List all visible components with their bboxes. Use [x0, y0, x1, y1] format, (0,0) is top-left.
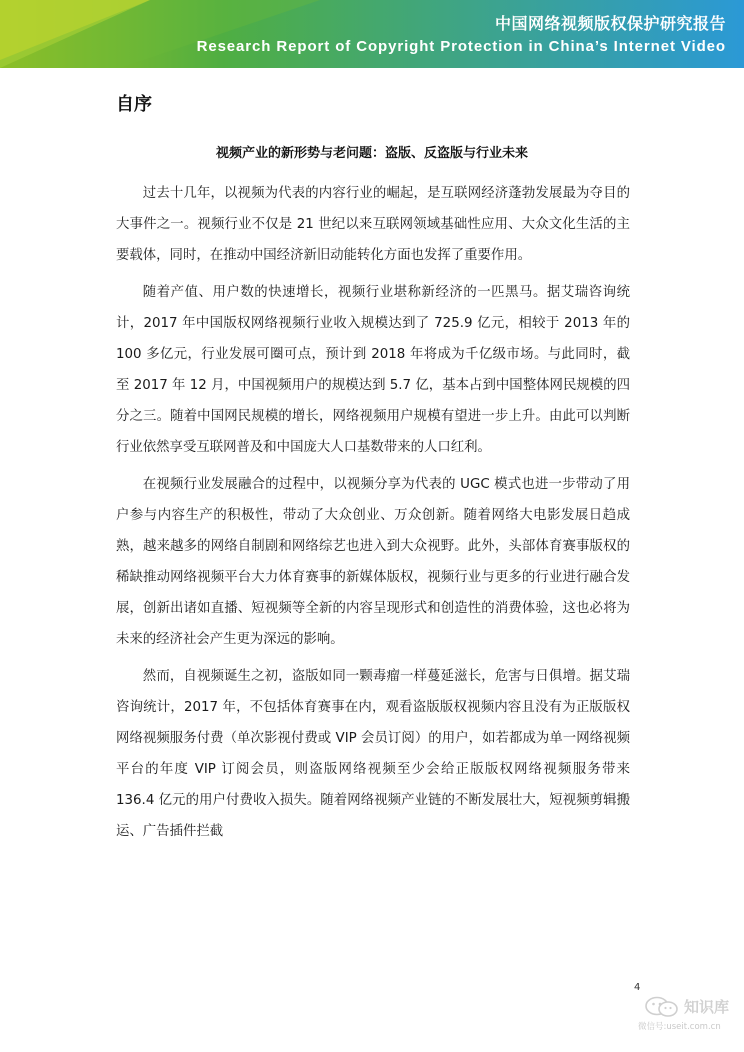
header-title-chinese: 中国网络视频版权保护研究报告 [494, 14, 726, 33]
wechat-icon [644, 996, 680, 1022]
paragraph-2: 随着产值、用户数的快速增长，视频行业堪称新经济的一匹黑马。据艾瑞咨询统计，2017 年中国版权网络视频行业收入规模达到了 725.9 亿元，相较于 2013 年的 100 多亿元，行业发展可圈可点，预计到 2018 年将成为千亿级市场。与此同时，截至 2017 年 12 月，中国视频用户的规模达到 5.7 亿，基本占到中国整体网民规模的四分之三。随着中国网民规模的增长，网络视频用户规模有望进一步上升。由此可以判断行业依然享受互联网普及和中国庞大人口基数带来的人口红利。 [116, 285, 630, 455]
paragraph-3: 在视频行业发展融合的过程中，以视频分享为代表的 UGC 模式也进一步带动了用户参与内容生产的积极性，带动了大众创业、万众创新。随着网络大电影发展日趋成熟，越来越多的网络自制剧和网络综艺也进入到大众视野。此外，头部体育赛事版权的稀缺推动网络视频平台大力体育赛事的新媒体版权，视频行业与更多的行业进行融合发展，创新出诸如直播、短视频等全新的内容呈现形式和创造性的消费体验，这也必将为未来的经济社会产生更为深远的影响。 [116, 477, 630, 647]
section-title: 自序 [116, 94, 152, 115]
header-title-english: Research Report of Copyright Protection in China’s Internet Video [196, 38, 726, 55]
body-text [116, 178, 630, 853]
article-subtitle: 视频产业的新形势与老问题：盗版、反盗版与行业未来 [215, 146, 528, 161]
page-number: 4 [634, 982, 641, 993]
paragraph-1: 过去十几年，以视频为代表的内容行业的崛起，是互联网经济蓬勃发展最为夺目的大事件之一。视频行业不仅是 21 世纪以来互联网领域基础性应用、大众文化生活的主要载体，同时，在推动中国经济新旧动能转化方面也发挥了重要作用。 [116, 186, 630, 263]
watermark-name: 知识库 [684, 998, 730, 1016]
watermark [638, 990, 738, 1040]
paragraph-4: 然而，自视频诞生之初，盗版如同一颗毒瘤一样蔓延滋长，危害与日俱增。据艾瑞咨询统计，2017 年，不包括体育赛事在内，观看盗版版权视频内容且没有为正版版权网络视频服务付费（单次影视付费或 VIP 会员订阅）的用户，如若都成为单一网络视频平台的年度 VIP 订阅会员，则盗版网络视频至少会给正版版权网络视频服务带来 136.4 亿元的用户付费收入损失。随着网络视频产业链的不断发展壮大，短视频剪辑搬运、广告插件拦截 [116, 669, 630, 839]
header-banner [0, 0, 744, 68]
watermark-account: 微信号:useit.com.cn [638, 1022, 721, 1032]
